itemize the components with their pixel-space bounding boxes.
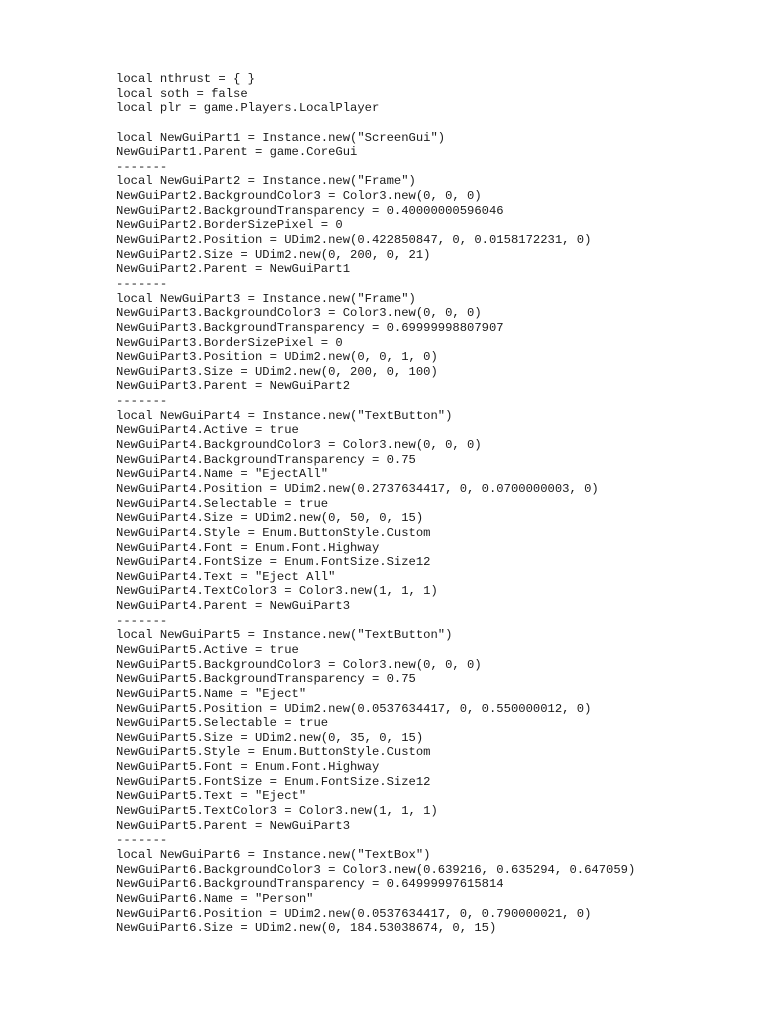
code-line: NewGuiPart6.BackgroundColor3 = Color3.new(0.639216, 0.635294, 0.647059) [116, 862, 636, 877]
code-line: NewGuiPart2.BackgroundColor3 = Color3.new(0, 0, 0) [116, 189, 482, 204]
code-line: NewGuiPart4.Name = "EjectAll" [116, 467, 329, 482]
code-line: NewGuiPart6.Size = UDim2.new(0, 184.53038674, 0, 15) [116, 921, 497, 936]
code-line: ------- [116, 159, 168, 174]
code-line: NewGuiPart5.Font = Enum.Font.Highway [116, 760, 380, 775]
code-line: local nthrust = { } [116, 72, 255, 86]
code-line: NewGuiPart4.Font = Enum.Font.Highway [116, 540, 380, 555]
code-line: local NewGuiPart5 = Instance.new("TextButton") [116, 628, 453, 643]
code-line: NewGuiPart3.BorderSizePixel = 0 [116, 335, 343, 350]
code-block [116, 72, 756, 936]
code-line: ------- [116, 833, 168, 848]
code-line: NewGuiPart3.Position = UDim2.new(0, 0, 1, 0) [116, 350, 438, 365]
code-line: NewGuiPart1.Parent = game.CoreGui [116, 145, 358, 160]
code-line: local soth = false [116, 86, 248, 101]
code-line: NewGuiPart4.Parent = NewGuiPart3 [116, 599, 351, 614]
code-line: NewGuiPart4.Size = UDim2.new(0, 50, 0, 15) [116, 511, 424, 526]
code-line: NewGuiPart5.Active = true [116, 642, 299, 657]
code-line: NewGuiPart6.Position = UDim2.new(0.0537634417, 0, 0.790000021, 0) [116, 906, 592, 921]
code-line: NewGuiPart5.Position = UDim2.new(0.0537634417, 0, 0.550000012, 0) [116, 701, 592, 716]
code-line: NewGuiPart3.Parent = NewGuiPart2 [116, 379, 351, 394]
code-line: NewGuiPart5.Selectable = true [116, 716, 329, 731]
code-line: NewGuiPart5.BackgroundTransparency = 0.75 [116, 672, 416, 687]
code-line: NewGuiPart6.Name = "Person" [116, 891, 314, 906]
code-line: NewGuiPart5.Size = UDim2.new(0, 35, 0, 15) [116, 730, 424, 745]
code-line: NewGuiPart4.Selectable = true [116, 496, 329, 511]
code-line: NewGuiPart4.Position = UDim2.new(0.2737634417, 0, 0.0700000003, 0) [116, 481, 599, 496]
code-line: NewGuiPart6.BackgroundTransparency = 0.64999997615814 [116, 877, 504, 892]
code-line: NewGuiPart4.Active = true [116, 423, 299, 438]
code-line: local NewGuiPart4 = Instance.new("TextButton") [116, 408, 453, 423]
code-line: local NewGuiPart1 = Instance.new("ScreenGui") [116, 130, 446, 145]
code-line: NewGuiPart3.BackgroundColor3 = Color3.new(0, 0, 0) [116, 306, 482, 321]
code-line: NewGuiPart2.Size = UDim2.new(0, 200, 0, 21) [116, 247, 431, 262]
code-line: NewGuiPart5.Style = Enum.ButtonStyle.Custom [116, 745, 431, 760]
code-line: NewGuiPart3.BackgroundTransparency = 0.69999998807907 [116, 320, 504, 335]
code-line: local NewGuiPart2 = Instance.new("Frame") [116, 174, 416, 189]
code-line: ------- [116, 276, 168, 291]
code-line: local NewGuiPart3 = Instance.new("Frame") [116, 291, 416, 306]
code-line: NewGuiPart5.Parent = NewGuiPart3 [116, 818, 351, 833]
code-line: NewGuiPart4.BackgroundColor3 = Color3.new(0, 0, 0) [116, 438, 482, 453]
code-line: NewGuiPart2.BorderSizePixel = 0 [116, 218, 343, 233]
code-line: NewGuiPart3.Size = UDim2.new(0, 200, 0, 100) [116, 364, 438, 379]
code-line: NewGuiPart4.FontSize = Enum.FontSize.Size12 [116, 555, 431, 570]
code-line: ------- [116, 613, 168, 628]
code-line: NewGuiPart4.BackgroundTransparency = 0.75 [116, 452, 416, 467]
code-line: NewGuiPart5.TextColor3 = Color3.new(1, 1, 1) [116, 804, 438, 819]
code-line: ------- [116, 394, 168, 409]
code-line: local NewGuiPart6 = Instance.new("TextBox") [116, 847, 431, 862]
code-line: local plr = game.Players.LocalPlayer [116, 101, 380, 116]
code-line: NewGuiPart5.Name = "Eject" [116, 686, 307, 701]
code-line: NewGuiPart4.Style = Enum.ButtonStyle.Custom [116, 525, 431, 540]
code-line: NewGuiPart4.TextColor3 = Color3.new(1, 1, 1) [116, 584, 438, 599]
code-line: NewGuiPart5.Text = "Eject" [116, 789, 307, 804]
code-line: NewGuiPart5.FontSize = Enum.FontSize.Size12 [116, 774, 431, 789]
code-line: NewGuiPart2.Parent = NewGuiPart1 [116, 262, 351, 277]
code-line [116, 116, 756, 131]
code-line: NewGuiPart5.BackgroundColor3 = Color3.new(0, 0, 0) [116, 657, 482, 672]
code-line: NewGuiPart2.BackgroundTransparency = 0.40000000596046 [116, 203, 504, 218]
code-line: NewGuiPart2.Position = UDim2.new(0.422850847, 0, 0.0158172231, 0) [116, 233, 592, 248]
code-line: NewGuiPart4.Text = "Eject All" [116, 569, 336, 584]
